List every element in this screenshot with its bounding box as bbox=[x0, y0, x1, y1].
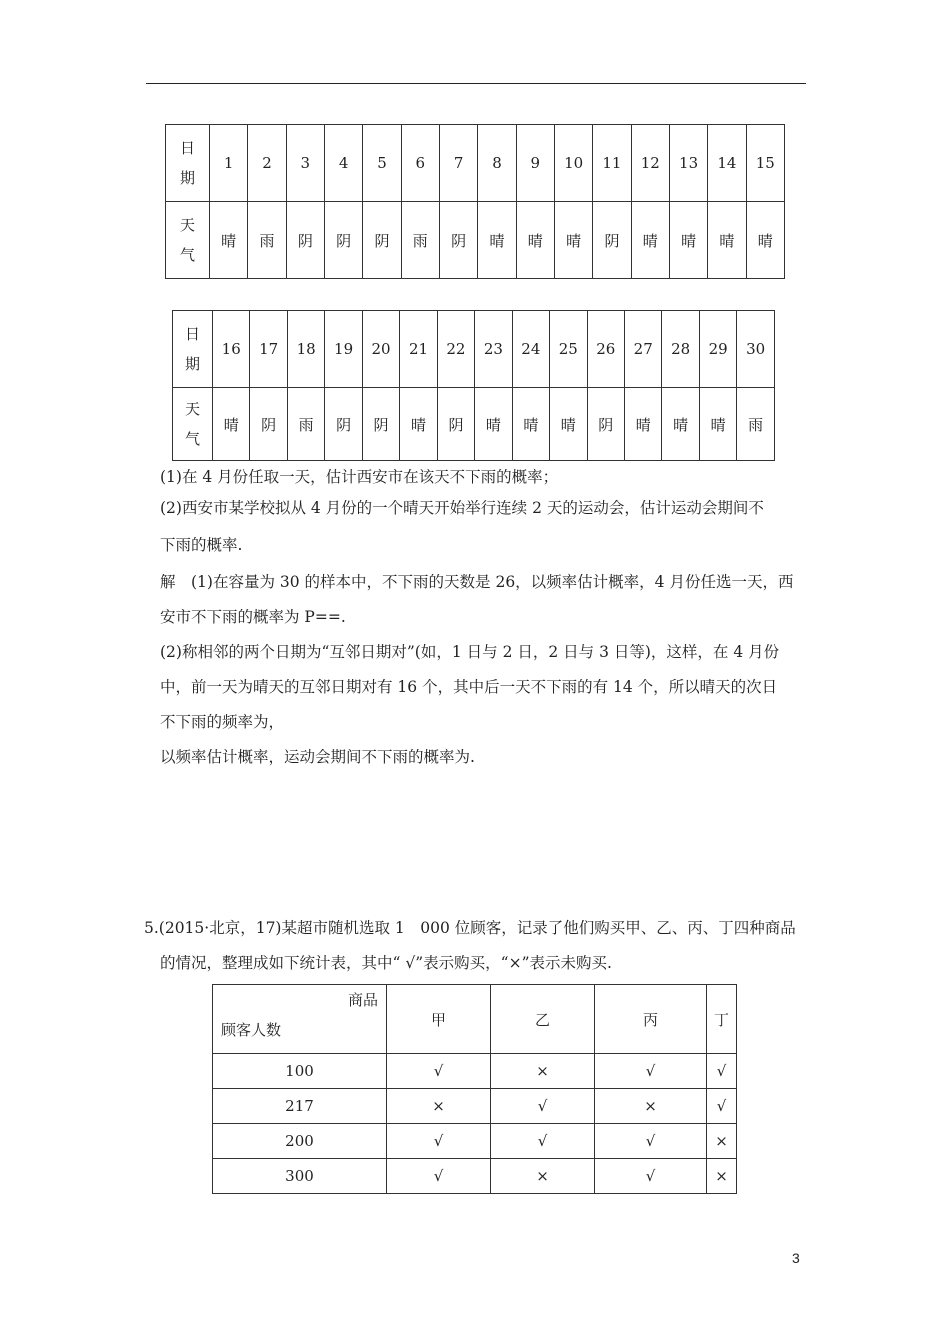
weather-cell: 阴 bbox=[587, 388, 624, 461]
purchase-mark-cell: √ bbox=[387, 1159, 491, 1194]
purchase-mark-cell: √ bbox=[387, 1054, 491, 1089]
day-cell: 1 bbox=[210, 125, 248, 202]
purchase-mark-cell: × bbox=[595, 1089, 707, 1124]
day-cell: 29 bbox=[699, 311, 736, 388]
question-2-line-1: (2)西安市某学校拟从 4 月份的一个晴天开始举行连续 2 天的运动会，估计运动会期间不 bbox=[160, 499, 764, 517]
question-2-line-2: 下雨的概率. bbox=[160, 536, 243, 554]
weather-cell: 阴 bbox=[363, 202, 401, 279]
weather-cell: 晴 bbox=[516, 202, 554, 279]
day-cell: 17 bbox=[250, 311, 287, 388]
weather-cell: 晴 bbox=[550, 388, 587, 461]
row-header: 日 期 bbox=[173, 311, 213, 388]
table-row bbox=[213, 1054, 737, 1089]
product-header: 丙 bbox=[595, 985, 707, 1054]
weather-cell: 阴 bbox=[324, 202, 362, 279]
solution-2-line-3: 不下雨的频率为， bbox=[160, 713, 285, 731]
solution-2-line-1: (2)称相邻的两个日期为“互邻日期对”(如，1 日与 2 日，2 日与 3 日等)，这样，在 4 月份 bbox=[160, 643, 780, 661]
question-5-line-2: 的情况，整理成如下统计表，其中“ √”表示购买，“×”表示未购买. bbox=[160, 954, 612, 972]
product-header: 乙 bbox=[491, 985, 595, 1054]
day-cell: 5 bbox=[363, 125, 401, 202]
weather-cell: 晴 bbox=[631, 202, 669, 279]
weather-cell: 阴 bbox=[439, 202, 477, 279]
day-cell: 18 bbox=[287, 311, 324, 388]
day-cell: 19 bbox=[325, 311, 362, 388]
weather-cell: 雨 bbox=[737, 388, 775, 461]
purchase-mark-cell: × bbox=[707, 1124, 737, 1159]
product-header: 甲 bbox=[387, 985, 491, 1054]
table-row bbox=[213, 1124, 737, 1159]
weather-cell: 晴 bbox=[400, 388, 437, 461]
question-5-line-1: 5.(2015·北京，17)某超市随机选取 1 000 位顾客，记录了他们购买甲、乙、丙、丁四种商品 bbox=[144, 919, 796, 937]
weather-cell: 晴 bbox=[475, 388, 512, 461]
page-number: 3 bbox=[792, 1250, 800, 1266]
day-cell: 6 bbox=[401, 125, 439, 202]
purchase-mark-cell: × bbox=[491, 1159, 595, 1194]
purchase-mark-cell: √ bbox=[707, 1054, 737, 1089]
day-cell: 9 bbox=[516, 125, 554, 202]
weather-cell: 阴 bbox=[437, 388, 474, 461]
purchase-mark-cell: × bbox=[707, 1159, 737, 1194]
row-header: 天 气 bbox=[173, 388, 213, 461]
weather-table-1 bbox=[165, 124, 785, 279]
purchase-mark-cell: √ bbox=[707, 1089, 737, 1124]
product-header: 丁 bbox=[707, 985, 737, 1054]
weather-cell: 阴 bbox=[286, 202, 324, 279]
solution-1-line-2: 安市不下雨的概率为 P==. bbox=[160, 608, 346, 626]
purchase-mark-cell: √ bbox=[491, 1124, 595, 1159]
weather-cell: 晴 bbox=[213, 388, 250, 461]
header-rule bbox=[146, 83, 806, 84]
table-row bbox=[173, 388, 775, 461]
weather-cell: 晴 bbox=[512, 388, 549, 461]
weather-cell: 阴 bbox=[325, 388, 362, 461]
day-cell: 14 bbox=[708, 125, 746, 202]
solution-2-line-4: 以频率估计概率，运动会期间不下雨的概率为. bbox=[160, 748, 475, 766]
day-cell: 3 bbox=[286, 125, 324, 202]
solution-1-line-1: 解 (1)在容量为 30 的样本中，不下雨的天数是 26，以频率估计概率，4 月份任选一天，西 bbox=[160, 573, 794, 591]
customer-count-cell: 200 bbox=[213, 1124, 387, 1159]
day-cell: 20 bbox=[362, 311, 399, 388]
table-row bbox=[213, 1159, 737, 1194]
day-cell: 4 bbox=[324, 125, 362, 202]
weather-cell: 晴 bbox=[554, 202, 592, 279]
corner-cell bbox=[213, 985, 387, 1054]
weather-cell: 雨 bbox=[248, 202, 286, 279]
purchase-mark-cell: × bbox=[387, 1089, 491, 1124]
weather-cell: 阴 bbox=[250, 388, 287, 461]
day-cell: 7 bbox=[439, 125, 477, 202]
day-cell: 16 bbox=[213, 311, 250, 388]
weather-cell: 晴 bbox=[210, 202, 248, 279]
table-row bbox=[166, 202, 785, 279]
purchase-table bbox=[212, 984, 737, 1194]
purchase-mark-cell: √ bbox=[595, 1054, 707, 1089]
day-cell: 30 bbox=[737, 311, 775, 388]
weather-cell: 晴 bbox=[624, 388, 661, 461]
solution-2-line-2: 中，前一天为晴天的互邻日期对有 16 个，其中后一天不下雨的有 14 个，所以晴天的次日 bbox=[160, 678, 778, 696]
weather-cell: 雨 bbox=[287, 388, 324, 461]
table-row bbox=[213, 1089, 737, 1124]
day-cell: 23 bbox=[475, 311, 512, 388]
day-cell: 10 bbox=[554, 125, 592, 202]
day-cell: 25 bbox=[550, 311, 587, 388]
day-cell: 8 bbox=[478, 125, 516, 202]
day-cell: 21 bbox=[400, 311, 437, 388]
day-cell: 12 bbox=[631, 125, 669, 202]
day-cell: 27 bbox=[624, 311, 661, 388]
purchase-mark-cell: √ bbox=[595, 1124, 707, 1159]
customer-count-cell: 300 bbox=[213, 1159, 387, 1194]
day-cell: 2 bbox=[248, 125, 286, 202]
corner-bottom-label: 顾客人数 bbox=[221, 1021, 282, 1039]
purchase-mark-cell: √ bbox=[491, 1089, 595, 1124]
weather-cell: 雨 bbox=[401, 202, 439, 279]
weather-cell: 晴 bbox=[746, 202, 784, 279]
day-cell: 28 bbox=[662, 311, 699, 388]
purchase-mark-cell: × bbox=[491, 1054, 595, 1089]
day-cell: 13 bbox=[669, 125, 707, 202]
day-cell: 15 bbox=[746, 125, 784, 202]
row-header: 日 期 bbox=[166, 125, 210, 202]
weather-table-2 bbox=[172, 310, 775, 461]
day-cell: 26 bbox=[587, 311, 624, 388]
table-row bbox=[173, 311, 775, 388]
day-cell: 11 bbox=[593, 125, 631, 202]
weather-cell: 晴 bbox=[708, 202, 746, 279]
weather-cell: 晴 bbox=[699, 388, 736, 461]
weather-cell: 阴 bbox=[593, 202, 631, 279]
table-header-row bbox=[213, 985, 737, 1054]
purchase-mark-cell: √ bbox=[595, 1159, 707, 1194]
question-1: (1)在 4 月份任取一天，估计西安市在该天不下雨的概率； bbox=[160, 468, 559, 486]
row-header: 天 气 bbox=[166, 202, 210, 279]
purchase-mark-cell: √ bbox=[387, 1124, 491, 1159]
weather-cell: 晴 bbox=[662, 388, 699, 461]
weather-cell: 晴 bbox=[478, 202, 516, 279]
customer-count-cell: 100 bbox=[213, 1054, 387, 1089]
day-cell: 22 bbox=[437, 311, 474, 388]
weather-cell: 晴 bbox=[669, 202, 707, 279]
table-row bbox=[166, 125, 785, 202]
day-cell: 24 bbox=[512, 311, 549, 388]
customer-count-cell: 217 bbox=[213, 1089, 387, 1124]
weather-cell: 阴 bbox=[362, 388, 399, 461]
corner-top-label: 商品 bbox=[347, 991, 378, 1009]
